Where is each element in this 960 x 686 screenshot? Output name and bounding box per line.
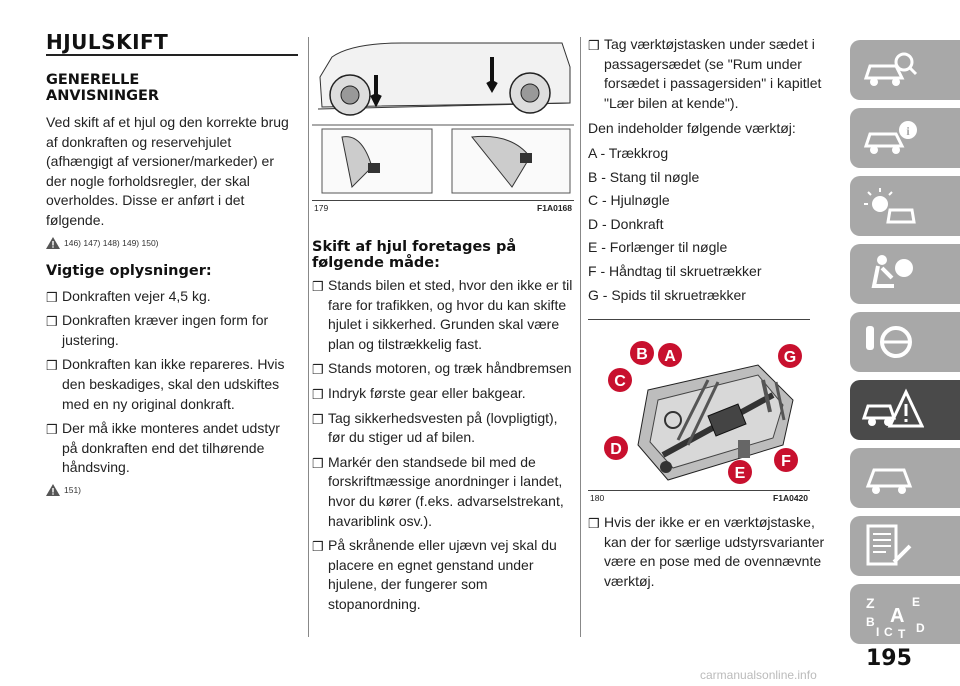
document-wrench-icon (860, 524, 920, 568)
tab-warning-triangle-car[interactable] (850, 380, 960, 440)
label-d (604, 436, 628, 460)
column-2 (312, 37, 574, 620)
label-a (658, 343, 682, 367)
intro-text: Ved skift af et hjul og den korrekte brug af donkraften og reservehjulet (afhængigt af versioner/markeder) er der nogle forholdsregler, der skal overholdes. Disse er anført i det følgende. (46, 114, 289, 228)
svg-text:E: E (734, 465, 746, 483)
tool-item: A - Trækkrog (588, 144, 669, 161)
list-item: ❒ På skrånende eller ujævn vej skal du placere en egnet genstand under hjulene, der fungerer som stopanordning. (312, 537, 557, 612)
tool-item: D - Donkraft (588, 215, 664, 232)
svg-text:i: i (906, 124, 910, 138)
list-item: ❒ Tag sikkerhedsvesten på (lovpligtigt), før du stiger ud af bilen. (312, 409, 558, 446)
svg-text:C: C (884, 625, 893, 638)
svg-text:D: D (916, 621, 925, 635)
svg-text:I: I (876, 625, 880, 638)
figure-number: 180 (590, 493, 605, 504)
info-heading: Vigtige oplysninger: (46, 262, 212, 279)
warning-icon (46, 237, 60, 249)
figure-180 (588, 319, 810, 504)
tab-document-wrench[interactable] (850, 516, 960, 576)
warning-triangle-car-icon (860, 388, 924, 432)
figure-code: F1A0168 (537, 203, 572, 213)
tab-car-search[interactable] (850, 40, 960, 100)
svg-text:Z: Z (866, 595, 875, 611)
list-item: ❒ Markér den standsede bil med de forskriftmæssige anordninger i landet, hvor du kører (f.eks. advarselstrekant, havariblink osv.). (312, 453, 564, 529)
column-3 (588, 35, 830, 597)
label-b (630, 341, 654, 365)
svg-text:D: D (610, 441, 622, 459)
list-item: ❒ Stands bilen et sted, hvor den ikke er til fare for trafikken, og hvor du kan skifte hjulet i sikkerhed. Grunden skal være plan og tilstrækkelig fast. (312, 277, 573, 352)
steering-key-icon (860, 320, 920, 364)
column-1 (46, 72, 298, 496)
figure-179 (312, 37, 574, 213)
tool-item: G - Spids til skruetrækker (588, 286, 746, 303)
procedure-heading: Skift af hjul foretages på følgende måde: (312, 239, 517, 271)
column-divider (580, 37, 581, 637)
page-number: 195 (866, 646, 912, 671)
svg-text:E: E (912, 595, 921, 609)
tool-kit-illustration (588, 320, 810, 490)
list-item: ❒ Hvis der ikke er en værktøjstaske, kan der for særlige udstyrsvarianter være en pose med de ovennævnte værktøj. (588, 514, 825, 589)
tab-car-service[interactable] (850, 448, 960, 508)
svg-text:T: T (898, 627, 906, 638)
tool-item: C - Hjulnøgle (588, 192, 670, 209)
tab-airbag-seat[interactable] (850, 244, 960, 304)
column-divider (308, 37, 309, 637)
car-service-icon (860, 456, 920, 500)
alphabet-index-icon (860, 592, 930, 638)
tab-alphabet-index[interactable] (850, 584, 960, 644)
page-title: HJULSKIFT (46, 30, 169, 54)
svg-text:C: C (614, 373, 626, 391)
airbag-seat-icon (860, 252, 920, 296)
svg-text:B: B (866, 615, 875, 629)
tools-intro: Den indeholder følgende værktøj: (588, 120, 796, 137)
list-item: ❒ Tag værktøjstasken under sædet i passagersædet (se "Rum under forsædet i passagersiden" i kapitlet "Lær bilen at kende"). (588, 36, 822, 111)
dashboard-lights-icon (860, 184, 920, 228)
svg-text:A: A (890, 605, 905, 627)
list-item: ❒ Donkraften kan ikke repareres. Hvis den beskadiges, skal den udskiftes med en ny original donkraft. (46, 356, 285, 412)
svg-text:G: G (783, 349, 797, 367)
list-item: ❒ Der må ikke monteres andet udstyr på donkraften end det tilhørende håndsving. (46, 420, 280, 476)
label-g (778, 344, 802, 368)
tool-item: E - Forlænger til nøgle (588, 239, 728, 256)
section-heading: GENERELLE ANVISNINGER (46, 72, 160, 104)
figure-code: F1A0420 (773, 493, 808, 504)
tool-item: F - Håndtag til skruetrækker (588, 262, 762, 279)
title-rule (46, 54, 298, 56)
label-e (728, 460, 752, 484)
list-item: ❒ Indryk første gear eller bakgear. (312, 384, 526, 402)
label-c (608, 368, 632, 392)
car-info-icon (860, 116, 920, 160)
list-item: ❒ Donkraften kræver ingen form for justering. (46, 312, 269, 348)
van-wheels-illustration (312, 37, 574, 200)
tab-dashboard-lights[interactable] (850, 176, 960, 236)
tool-item: B - Stang til nøgle (588, 168, 700, 185)
list-item: ❒ Donkraften vejer 4,5 kg. (46, 287, 211, 305)
car-search-icon (860, 48, 920, 92)
label-f (774, 448, 798, 472)
tab-steering-key[interactable] (850, 312, 960, 372)
svg-text:B: B (636, 346, 648, 364)
svg-text:A: A (664, 348, 676, 366)
warning-refs-2: 151) (46, 484, 298, 496)
list-item: ❒ Stands motoren, og træk håndbremsen (312, 360, 572, 378)
warning-icon (46, 484, 60, 496)
figure-number: 179 (314, 203, 329, 213)
tab-car-info[interactable] (850, 108, 960, 168)
warning-refs-1: 146) 147) 148) 149) 150) (46, 237, 298, 249)
svg-text:F: F (781, 453, 791, 471)
watermark: carmanualsonline.info (700, 668, 817, 682)
